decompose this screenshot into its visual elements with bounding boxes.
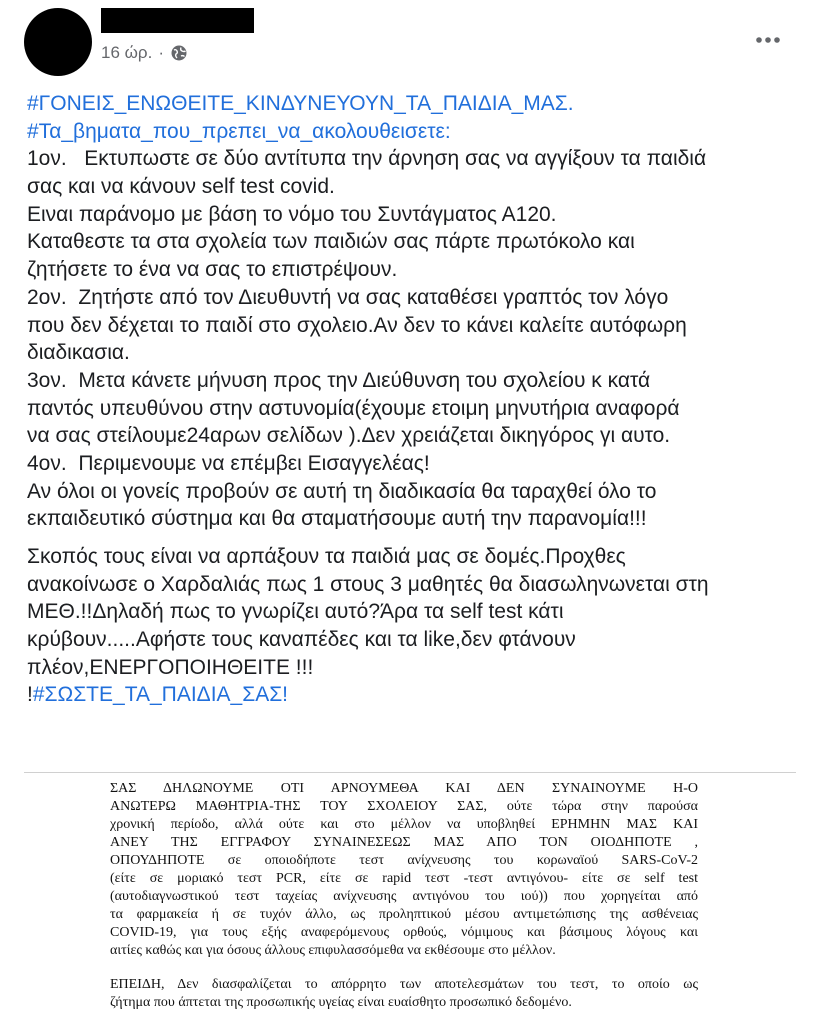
hashtag-link[interactable]: #Τα_βηματα_που_πρεπει_να_ακολουθεισετε:	[27, 119, 451, 143]
post-text-line: Αν όλοι οι γονείς προβούν σε αυτή τη διαδικασία θα ταραχθεί όλο το	[27, 479, 657, 503]
document-text-line: ΕΠΕΙΔΗ, Δεν διασφαλίζεται το απόρρητο των αποτελεσμάτων του τεστ, το οποίο ως	[110, 977, 698, 992]
meta-separator: ·	[158, 43, 164, 62]
post-text-line: 3ον. Μετα κάνετε μήνυση προς την Διεύθυνση του σχολείου κ κατά	[27, 368, 651, 392]
avatar[interactable]	[24, 8, 92, 76]
author-name-redacted[interactable]	[101, 8, 254, 33]
document-text-line: χρονική περίοδο, αλλά ούτε και στο μέλλον να υποβληθεί ΕΡΗΜΗΝ ΜΑΣ ΚΑΙ	[110, 817, 698, 832]
post-text-line: κρύβουν.....Αφήστε τους καναπέδες και τα like,δεν φτάνουν	[27, 628, 576, 652]
post-text-line: Καταθεστε τα στα σχολεία των παιδιών σας πάρτε πρωτόκολο και	[27, 230, 635, 254]
post-text-line: Σκοπός τους είναι να αρπάξουν τα παιδιά μας σε δομές.Προχθες	[27, 545, 626, 568]
post-text-line: παντός υπευθύνου στην αστυνομία(έχουμε ετοιμη μηνυτήρια αναφορά	[27, 396, 680, 420]
document-paragraph-2	[110, 976, 710, 1012]
post-paragraph-2	[27, 543, 807, 681]
post-text-line: διαδικασια.	[27, 341, 130, 365]
hashtag-link[interactable]: #ΣΩΣΤΕ_ΤΑ_ΠΑΙΔΙΑ_ΣΑΣ!	[32, 683, 289, 707]
post-text-line: ζητήσετε το ένα να σας το επιστρέψουν.	[27, 258, 398, 282]
post-body	[27, 90, 807, 709]
post-text-line: Ειναι παράνομο με βάση το νόμο του Συντάγματος Α120.	[27, 202, 557, 226]
document-paragraph-1	[110, 780, 710, 960]
post-text-line: σας και να κάνουν self test covid.	[27, 175, 335, 199]
post-paragraph-1	[27, 90, 807, 533]
more-horizontal-icon	[755, 36, 781, 44]
final-prefix: !	[27, 683, 33, 707]
document-text-line: ΟΠΟΥΔΗΠΟΤΕ σε οποιοδήποτε τεστ ανίχνευσης του κορωναϊού SARS-CoV-2	[110, 853, 698, 868]
post-text-line: 4ον. Περιμενουμε να επέμβει Εισαγγελέας!	[27, 451, 430, 475]
post-text-line: 2ον. Ζητήστε από τον Διευθυντή να σας καταθέσει γραπτός τον λόγο	[27, 285, 669, 309]
document-text-line: COVID-19, για τους εξής αναφερόμενους ορθούς, νόμιμους και βάσιμους λόγους και	[110, 925, 698, 940]
post-text-line: που δεν δέχεται το παιδί στο σχολειο.Αν δεν το κάνει καλείτε αυτόφωρη	[27, 313, 687, 337]
document-text-line: ΑΝΩΤΕΡΩ ΜΑΘΗΤΡΙΑ-ΤΗΣ ΤΟΥ ΣΧΟΛΕΙΟΥ ΣΑΣ, ούτε τώρα στην παρούσα	[110, 799, 698, 814]
document-text-line: τα φαρμακεία ή σε τυχόν άλλο, ως προληπτικού μέσου αντιμετώπισης της ασθένειας	[110, 907, 698, 922]
document-text-line: (είτε σε μοριακό τεστ PCR, είτε σε rapid τεστ -τεστ αντιγόνου- είτε σε self test	[110, 871, 698, 886]
post-meta	[101, 42, 188, 64]
globe-icon[interactable]	[170, 44, 188, 62]
document-text-line: ΣΑΣ ΔΗΛΩΝΟΥΜΕ ΟΤΙ ΑΡΝΟΥΜΕΘΑ ΚΑΙ ΔΕΝ ΣΥΝΑΙΝΟΥΜΕ Η-Ο	[110, 781, 698, 796]
attached-document-image[interactable]	[110, 780, 710, 1024]
document-text-line: ζήτημα που άπτεται της προσωπικής υγείας είναι ευαίσθητο προσωπικό δεδομένο.	[110, 995, 572, 1010]
divider	[24, 772, 796, 773]
hashtag-link[interactable]: #ΓΟΝΕΙΣ_ΕΝΩΘΕΙΤΕ_ΚΙΝΔΥΝΕΥΟΥΝ_ΤΑ_ΠΑΙΔΙΑ_ΜΑΣ.	[27, 92, 574, 115]
document-text-line: αιτίες καθώς και για όσους άλλους επιφυλασσόμεθα να εκθέσουμε στο μέλλον.	[110, 943, 556, 958]
post-text-line: πλέον,ΕΝΕΡΓΟΠΟΙΗΘΕΙΤΕ !!!	[27, 655, 314, 679]
document-text-line: (αυτοδιαγνωστικού τεστ ταχείας ανίχνευσης αντιγόνου του ιού)) που χορηγείται από	[110, 889, 698, 904]
post-text-line: ΜΕΘ.!!Δηλαδή πως το γνωρίζει αυτό?Άρα τα self test κάτι	[27, 600, 564, 624]
document-text-line: ΑΝΕΥ ΤΗΣ ΕΓΓΡΑΦΟΥ ΣΥΝΑΙΝΕΣΕΩΣ ΜΑΣ ΑΠΟ ΤΟΝ ΟΙΟΔΗΠΟΤΕ ,	[110, 835, 698, 850]
final-line	[27, 681, 807, 709]
more-options-button[interactable]	[748, 26, 788, 54]
post-text-line: να σας στείλουμε24αρων σελίδων ).Δεν χρειάζεται δικηγόρος γι αυτο.	[27, 424, 671, 448]
post-text-line: ανακοίνωσε ο Χαρδαλιάς πως 1 στους 3 μαθητές θα διασωληνωνεται στη	[27, 572, 709, 596]
post-text-line: 1ον. Εκτυπωστε σε δύο αντίτυπα την άρνηση σας να αγγίξουν τα παιδιά	[27, 147, 707, 171]
post-time[interactable]: 16 ώρ.	[101, 43, 153, 62]
post-text-line: εκπαιδευτικό σύστημα και θα σταματήσουμε αυτή την παρανομία!!!	[27, 507, 647, 531]
